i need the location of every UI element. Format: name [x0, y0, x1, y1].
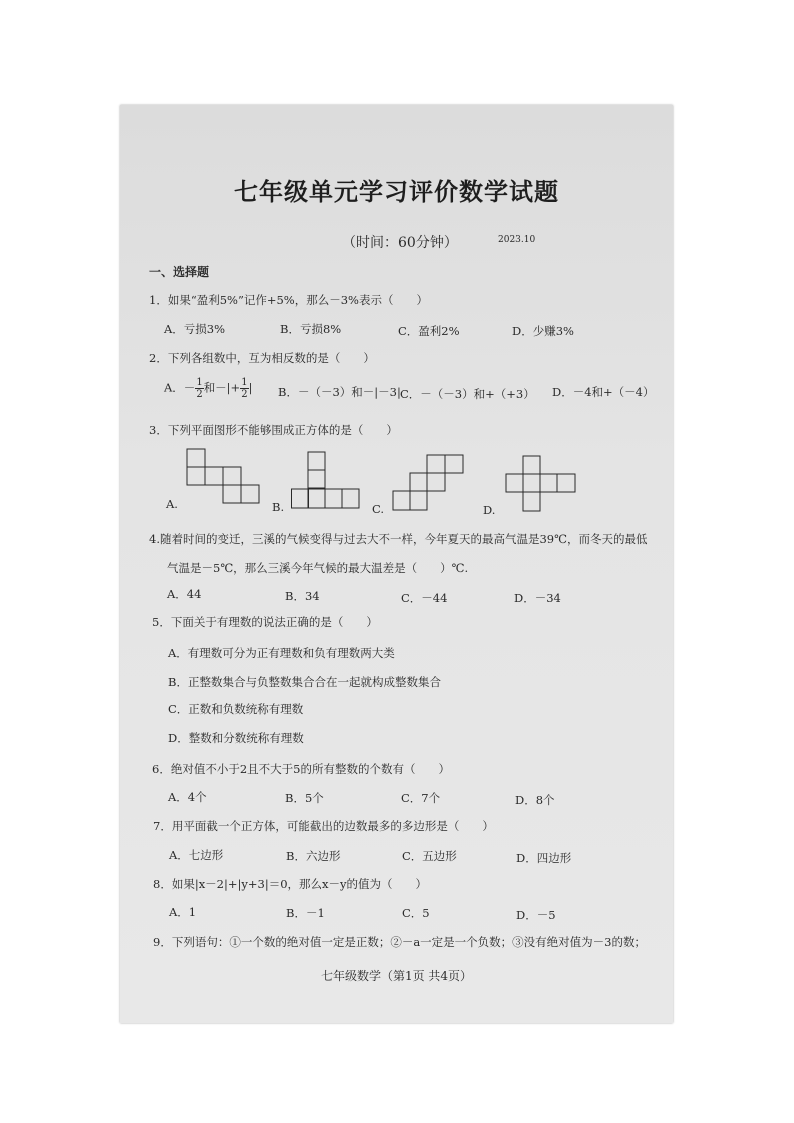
net-a-figure [186, 448, 260, 508]
q4-option-b: B．34 [285, 589, 320, 603]
q6-option-a: A．4个 [168, 790, 207, 804]
question-1-stem: 1．如果“盈利5%”记作+5%，那么－3%表示（ ） [149, 293, 428, 307]
question-7-stem: 7．用平面截一个正方体，可能截出的边数最多的多边形是（ ） [153, 819, 494, 833]
q7-option-c: C．五边形 [402, 849, 457, 863]
page-footer: 七年级数学（第1页 共4页） [320, 969, 473, 983]
net-c-figure [392, 454, 464, 514]
numerator: 1 [196, 377, 203, 388]
question-4-line1: 4.随着时间的变迁，三溪的气候变得与过去大不一样，今年夏天的最高气温是39℃，而冬天的最低 [149, 532, 648, 546]
page-title: 七年级单元学习评价数学试题 [234, 177, 559, 206]
section-heading: 一、选择题 [149, 265, 210, 279]
q8-option-a: A．1 [169, 905, 197, 919]
q1-option-c: C．盈利2% [398, 324, 460, 338]
q5-option-d: D．整数和分数统称有理数 [168, 731, 304, 745]
exam-paper [120, 105, 673, 1023]
q4-option-c: C．－44 [401, 591, 448, 605]
question-6-stem: 6．绝对值不小于2且不大于5的所有整数的个数有（ ） [152, 762, 450, 776]
q2-option-c: C．－（－3）和+（+3） [400, 387, 535, 401]
q7-option-a: A．七边形 [169, 848, 224, 862]
net-a-label: A. [166, 497, 178, 511]
fraction [195, 377, 203, 400]
question-3-stem: 3．下列平面图形不能够围成正方体的是（ ） [149, 423, 398, 437]
exam-date: 2023.10 [498, 235, 536, 245]
q2-a-mid: 和－|+ [203, 380, 241, 395]
net-b-figure [291, 451, 361, 511]
net-d-label: D. [483, 503, 496, 517]
numerator: 1 [241, 377, 248, 388]
q6-option-d: D．8个 [515, 793, 555, 807]
net-c-label: C. [372, 502, 385, 516]
q4-option-d: D．－34 [514, 591, 561, 605]
q5-option-a: A．有理数可分为正有理数和负有理数两大类 [168, 646, 395, 660]
q8-option-c: C．5 [402, 906, 430, 920]
q1-option-b: B．亏损8% [280, 322, 342, 336]
question-4-line2: 气温是－5℃，那么三溪今年气候的最大温差是（ ）℃. [167, 561, 469, 575]
q5-option-c: C．正数和负数统称有理数 [168, 702, 304, 716]
q2-option-a [164, 377, 252, 400]
q8-option-d: D．－5 [516, 908, 556, 922]
time-limit: （时间：60分钟） [342, 235, 458, 251]
q8-option-b: B．－1 [286, 906, 325, 920]
q2-a-prefix: A．－ [164, 380, 196, 395]
question-5-stem: 5．下面关于有理数的说法正确的是（ ） [152, 615, 378, 629]
denominator: 2 [196, 389, 203, 400]
question-8-stem: 8．如果|x－2|+|y+3|＝0，那么x－y的值为（ ） [153, 877, 427, 891]
q4-option-a: A．44 [167, 587, 202, 601]
q1-option-a: A．亏损3% [164, 322, 226, 336]
question-2-stem: 2．下列各组数中，互为相反数的是（ ） [149, 351, 375, 365]
q6-option-b: B．5个 [285, 791, 324, 805]
q2-a-end: | [248, 380, 253, 395]
q2-option-d: D．－4和+（－4） [552, 385, 655, 399]
denominator: 2 [241, 389, 248, 400]
net-b-label: B. [272, 500, 285, 514]
fraction [240, 377, 248, 400]
question-9-stem: 9．下列语句：①一个数的绝对值一定是正数；②－a一定是一个负数；③没有绝对值为－3的数； [153, 935, 646, 949]
q7-option-d: D．四边形 [516, 851, 572, 865]
q6-option-c: C．7个 [401, 791, 441, 805]
net-d-figure [505, 455, 577, 513]
q1-option-d: D．少赚3% [512, 324, 574, 338]
q2-option-b: B．－（－3）和－|－3| [278, 385, 401, 399]
q7-option-b: B．六边形 [286, 849, 341, 863]
q5-option-b: B．正整数集合与负整数集合合在一起就构成整数集合 [168, 675, 441, 689]
